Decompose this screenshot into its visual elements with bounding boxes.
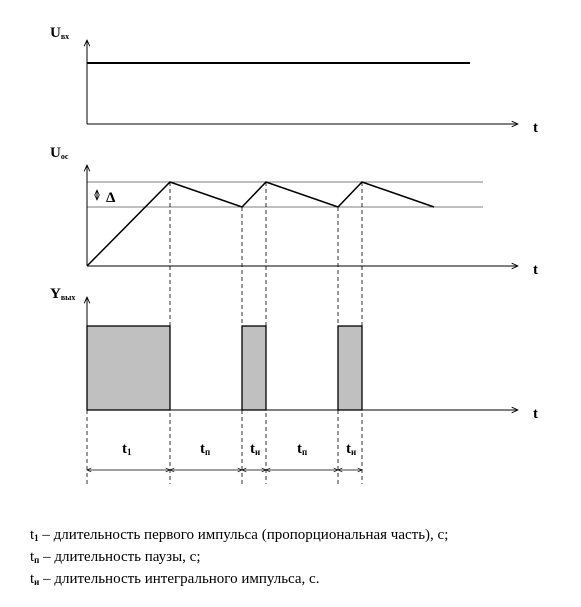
legend-item-first-pulse: $t_1$ – длительность первого импульса (пропорциональная часть), с; bbox=[30, 527, 449, 543]
first-pulse bbox=[87, 326, 170, 410]
interval-labels bbox=[122, 441, 356, 457]
interval-label: tи bbox=[346, 441, 357, 457]
integral-pulse-1 bbox=[242, 326, 266, 410]
output-axis-label: Yвых bbox=[50, 286, 76, 302]
legend-item-integral-pulse: $t_и$ – длительность интегрального импульса, с. bbox=[30, 571, 320, 587]
panel-input bbox=[50, 25, 538, 136]
interval-label: tп bbox=[200, 441, 211, 457]
feedback-axis-label: Uос bbox=[50, 145, 69, 161]
panel-feedback bbox=[50, 145, 538, 278]
output-time-label: t bbox=[533, 406, 538, 422]
interval-label: t1 bbox=[122, 441, 132, 457]
interval-label: tп bbox=[297, 441, 308, 457]
input-time-label: t bbox=[533, 120, 538, 136]
interval-label: tи bbox=[250, 441, 261, 457]
feedback-sawtooth bbox=[87, 182, 434, 266]
integral-pulse-2 bbox=[338, 326, 362, 410]
input-axis-label: Uвх bbox=[50, 25, 70, 41]
panel-output bbox=[50, 286, 538, 422]
feedback-time-label: t bbox=[533, 262, 538, 278]
delta-label: Δ bbox=[106, 190, 116, 206]
legend-item-pause: $t_п$ – длительность паузы, с; bbox=[30, 549, 201, 565]
